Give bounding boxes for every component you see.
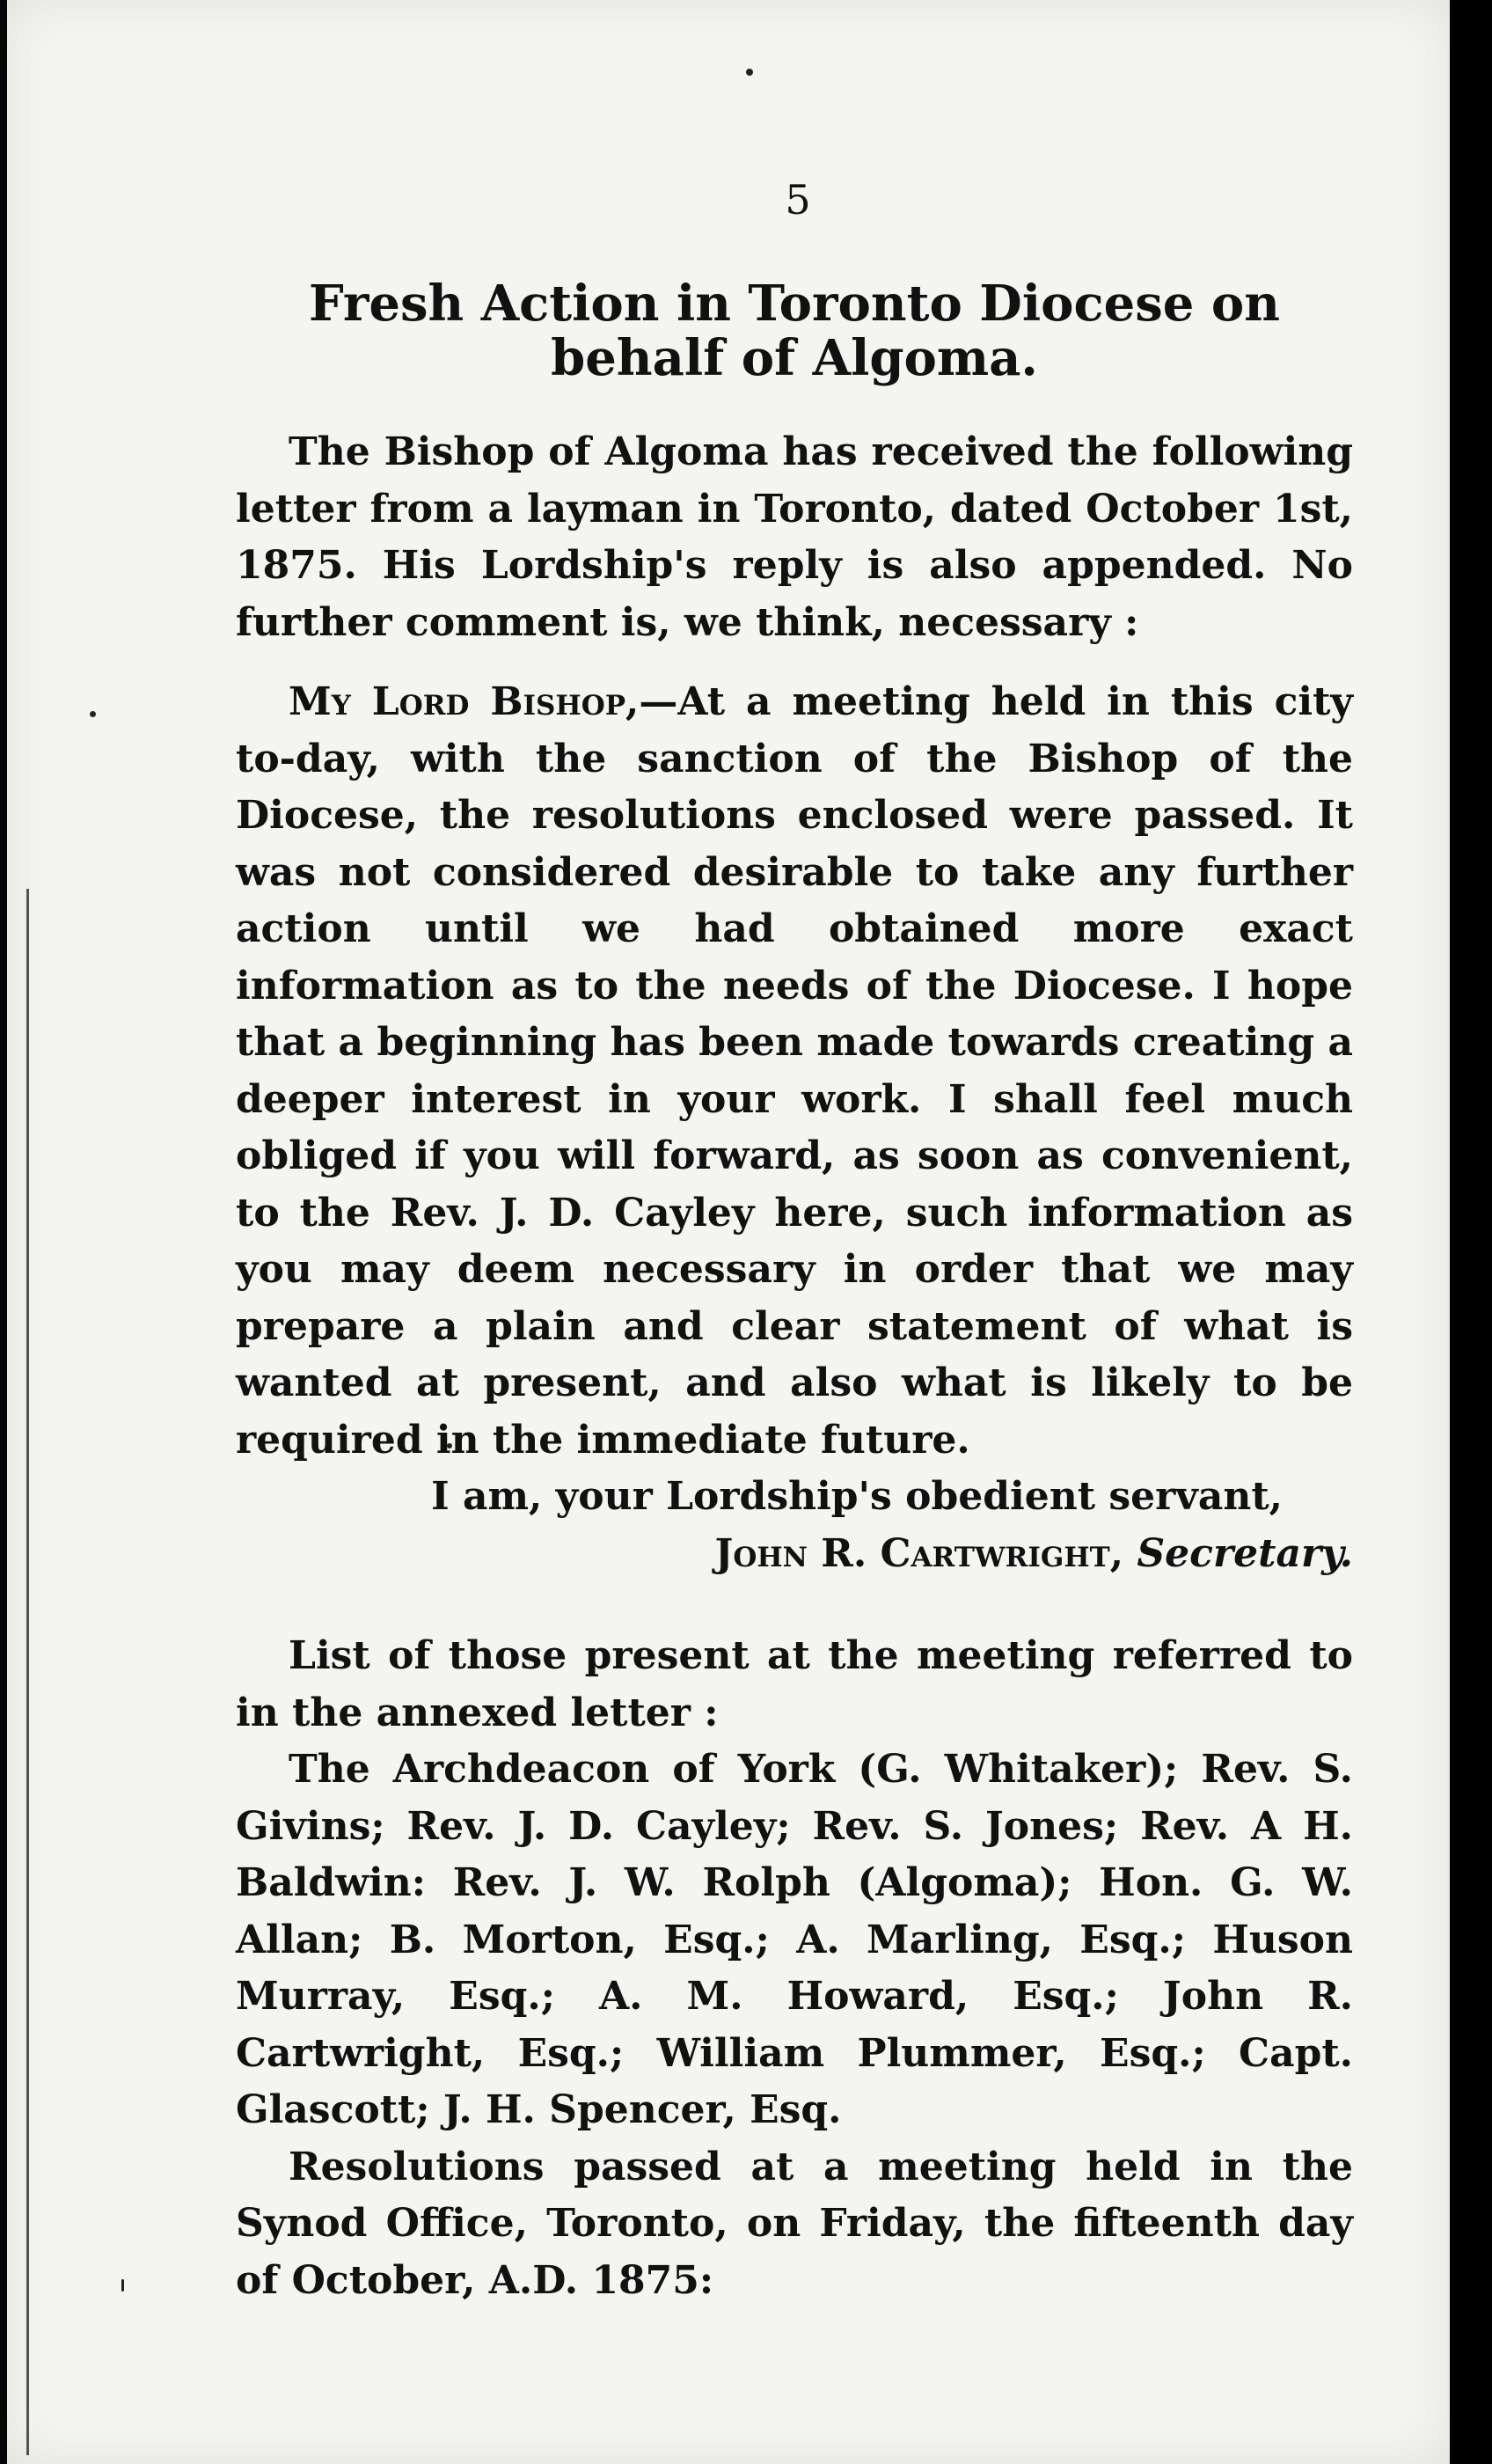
article-heading: Fresh Action in Toronto Diocese on behalf of Algoma. <box>309 275 1280 387</box>
letter-salutation: My Lord Bishop, <box>289 679 640 724</box>
dust-speck <box>746 69 753 76</box>
page-edge-shadow <box>26 889 29 2455</box>
signature-name: John R. Cartwright, <box>714 1530 1124 1576</box>
scan-right-edge <box>1450 0 1492 2464</box>
resolutions-intro: Resolutions passed at a meeting held in the Synod Office, Toronto, on Friday, the fifteenth day of October, A.D. 1875: <box>236 2144 1353 2303</box>
intro-paragraph: The Bishop of Algoma has received the following letter from a layman in Toronto, dated October 1st, 1875. His Lordship's reply is also appended. No further comment is, we think, necessary : <box>236 429 1353 645</box>
attendee-list-intro: List of those present at the meeting referred to in the annexed letter : <box>236 1633 1353 1735</box>
attendee-list: The Archdeacon of York (G. Whitaker); Rev. S. Givins; Rev. J. D. Cayley; Rev. S. Jones; Rev. A H. Baldwin: Rev. J. W. Rolph (Algoma); Hon. G. W. Allan; B. Morton, Esq.; A. Marling, Esq.; Huson Murray, Esq.; A. M. Howard, Esq.; John R. Cartwright, Esq.; William Plummer, Esq.; Capt. Glascott; J. H. Spencer, Esq. <box>236 1747 1353 2132</box>
letter-body <box>236 674 1353 1469</box>
dust-speck <box>90 711 96 717</box>
page-number: 5 <box>785 176 811 224</box>
page-content <box>236 158 1353 2309</box>
page-sheet <box>7 0 1450 2464</box>
letter-signature <box>236 1526 1353 1583</box>
signature-title: Secretary. <box>1137 1530 1353 1576</box>
dust-speck <box>121 2279 124 2292</box>
letter-closing: I am, your Lordship's obedient servant, <box>431 1474 1283 1519</box>
letter-text: —At a meeting held in this city to-day, with the sanction of the Bishop of the Diocese, the resolutions enclosed were passed. It was not considered desirable to take any further action until we had obtained more exact information as to the needs of the Diocese. I hope that a beginning has been made towards creating a deeper interest in your work. I shall feel much obliged if you will forward, as soon as convenient, to the Rev. J. D. Cayley here, such information as you may deem necessary in order that we may prepare a plain and clear statement of what is wanted at present, and also what is likely to be required in the immediate future. <box>236 679 1353 1463</box>
